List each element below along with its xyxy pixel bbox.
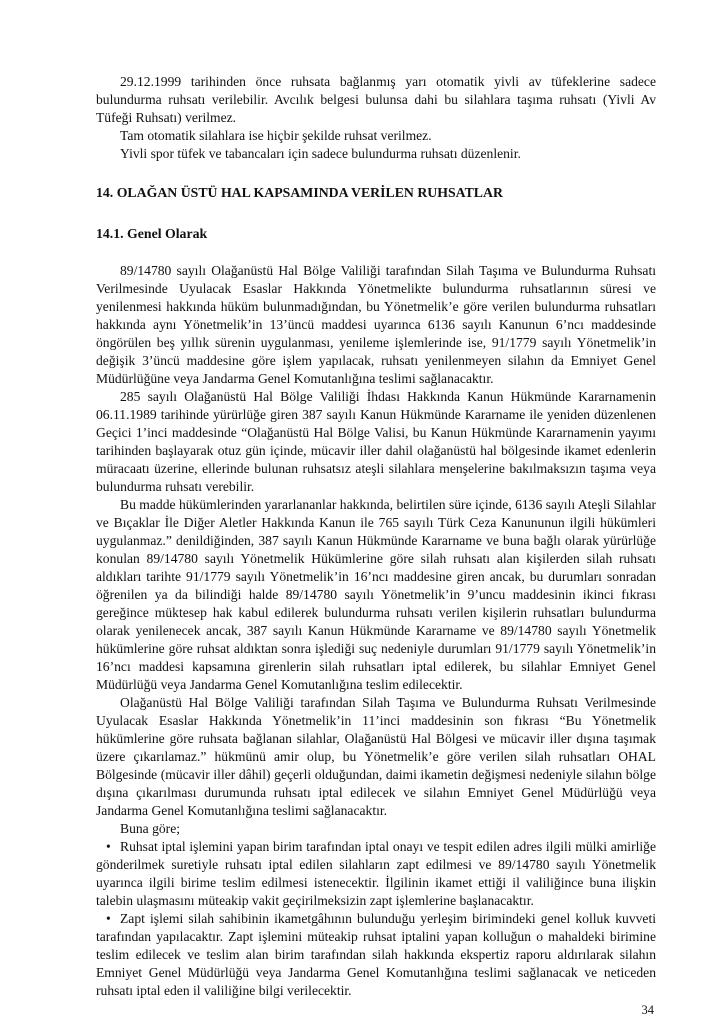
paragraph: 285 sayılı Olağanüstü Hal Bölge Valiliği İhdası Hakkında Kanun Hükmünde Kararnamenin 06.11.1989 tarihinde yürürlüğe giren 387 sayılı Kanun Hükmünde Kararname ile yeniden düzenlenen Geçici 1’inci maddesinde “Olağanüstü Hal Bölge Valisi, bu Kanun Hükmünde Kararnamenin yayımı tarihinden başlayarak otuz gün içinde, mücavir iller dahil olağanüstü hal bölgesinde ikamet edenlerin müracaatı üzerine, ellerinde bulunan ruhsatsız ateşli silahlara menşelerine bakılmaksızın taşıma veya bulundurma ruhsatı verebilir. [96,389,656,494]
section-heading: 14. OLAĞAN ÜSTÜ HAL KAPSAMINDA VERİLEN RUHSATLAR [96,185,503,200]
subsection-heading: 14.1. Genel Olarak [96,226,208,241]
paragraph: 29.12.1999 tarihinden önce ruhsata bağlanmış yarı otomatik yivli av tüfeklerine sadece bulundurma ruhsatı verilebilir. Avcılık belgesi bulunsa dahi bu silahlara taşıma ruhsatı (Yivli Av Tüfeği Ruhsatı) verilmez. [96,74,656,125]
page-number: 34 [641,1003,654,1017]
paragraph: Tam otomatik silahlara ise hiçbir şekilde ruhsat verilmez. [120,128,432,143]
bullet-text: Ruhsat iptal işlemini yapan birim tarafından iptal onayı ve tespit edilen adres ilgili mülki amirliğe gönderilmek suretiyle ruhsatı iptal edilen silahların zapt edilmesi ve 89/14780 sayılı Yönetmelik uyarınca ilgili birime teslim edilmesi istenecektir. İlgilinin ikamet ettiği il valiliğince buna ilişkin talebin ulaşmasını müteakip vakit geçirilmeksizin zapt işlemlerine başlanacaktır. [96,839,656,908]
bullet-item [96,838,656,910]
bullet-icon: • [106,839,111,854]
paragraph: 89/14780 sayılı Olağanüstü Hal Bölge Valiliği tarafından Silah Taşıma ve Bulundurma Ruhsatı Verilmesinde Uyulacak Esaslar Hakkında Yönetmelikte bulundurma ruhsatlarının süresi ve yenilenmesi hakkında hüküm bulunmadığından, bu Yönetmelik’e göre verilen bulundurma ruhsatları hakkında aynı Yönetmelik’in 13’üncü maddesi uyarınca 6136 sayılı Kanunun 6’ncı maddesinde öngörülen beş yıllık sürenin uygulanması, yenileme işlemlerinde ise, 91/1779 sayılı Yönetmelik’in değişik 3’üncü maddesine göre işlem yapılacak, ruhsatı yenilenmeyen silahın da Emniyet Genel Müdürlüğüne veya Jandarma Genel Komutanlığına teslimi sağlanacaktır. [96,263,656,386]
body-text [96,262,656,1000]
paragraph: Olağanüstü Hal Bölge Valiliği tarafından Silah Taşıma ve Bulundurma Ruhsatı Verilmesinde Uyulacak Esaslar Hakkında Yönetmelik’in 11’inci maddesinin son fıkrası “Bu Yönetmelik hükümlerine göre ruhsata bağlanan silahlar, Olağanüstü Hal Bölgesi ve mücavir iller dışına taşımak üzere çıkarılamaz.” hükmünü amir olup, bu Yönetmelik’e göre verilen silah ruhsatları OHAL Bölgesinde (mücavir iller dâhil) geçerli olduğundan, daimi ikametin değişmesi nedeniyle silahın bölge dışına çıkarılması durumunda ruhsatı iptal edilecek ve silahın Emniyet Genel Müdürlüğü veya Jandarma Genel Komutanlığına teslimi sağlanacaktır. [96,695,656,818]
paragraph: Yivli spor tüfek ve tabancaları için sadece bulundurma ruhsatı düzenlenir. [120,146,521,161]
paragraph: Bu madde hükümlerinden yararlananlar hakkında, belirtilen süre içinde, 6136 sayılı Ateşli Silahlar ve Bıçaklar İle Diğer Aletler Hakkında Kanun ile 765 sayılı Türk Ceza Kanununun ilgili hükümleri uygulanmaz.” denildiğinden, 387 sayılı Kanun Hükmünde Kararname ve buna bağlı olarak yürürlüğe konulan 89/14780 sayılı Yönetmelik Hükümlerine göre silah ruhsatı alan kişilerden silah ruhsatı aldıkları tarihte 91/1779 sayılı Yönetmelik’in 16’ncı maddesine giren ancak, bu durumları sonradan öğrenilen ya da bilindiği halde 89/14780 sayılı Yönetmelik’in 9’uncu maddesinin ikinci fıkrası gereğince müktesep hak kabul edilerek bulundurma ruhsatı verilen kişilerin ruhsatları bulundurma olarak yenilenecek ancak, 387 sayılı Kanun Hükmünde Kararname ve 89/14780 sayılı Yönetmelik hükümlerine göre ruhsat aldıktan sonra işlediği suç nedeniyle durumları 91/1779 sayılı Yönetmelik’in 16’ncı maddesi kapsamına girenlerin silah ruhsatları iptal edilerek, bu silahlar Emniyet Genel Müdürlüğü veya Jandarma Genel Komutanlığına teslim edilecektir. [96,497,656,692]
intro-paragraphs [96,73,656,163]
bullet-text: Zapt işlemi silah sahibinin ikametgâhının bulunduğu yerleşim birimindeki genel kolluk kuvveti tarafından yapılacaktır. Zapt işlemini müteakip ruhsat iptalini yapan kolluğun o mahaldeki birimine teslim edilecek ve teslim alan birim tarafından silah hakkında ekspertiz raporu aldırılarak silahın Emniyet Genel Müdürlüğü veya Jandarma Genel Komutanlığına teslimi sağlanacak ve neticeden ruhsatı iptal eden il valiliğine bilgi verilecektir. [96,911,656,998]
paragraph: Buna göre; [120,821,181,836]
bullet-item [96,910,656,1000]
bullet-icon: • [106,911,111,926]
